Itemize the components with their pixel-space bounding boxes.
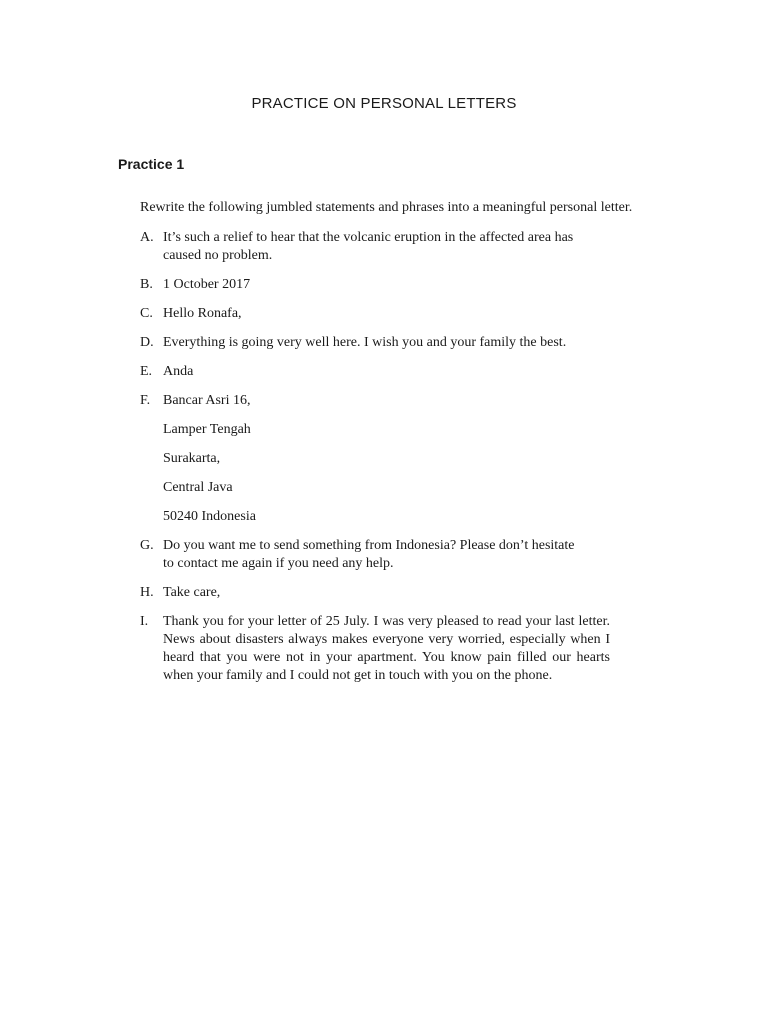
item-text: Thank you for your letter of 25 July. I was very pleased to read your last letter. News about disasters always makes everyone very worried, especially when I heard that you were not in your apartment. You know pain filled our hearts when your family and I could not get in touch with you on the phone. xyxy=(163,614,610,683)
address-line: Bancar Asri 16, xyxy=(163,393,251,408)
list-item-d xyxy=(140,334,610,352)
jumbled-items-list xyxy=(140,229,610,696)
address-line: Lamper Tengah xyxy=(163,422,251,437)
address-block xyxy=(163,392,610,526)
address-line: Central Java xyxy=(163,480,233,495)
item-text: Everything is going very well here. I wish you and your family the best. xyxy=(163,335,567,350)
item-letter: F. xyxy=(140,393,151,408)
item-letter: I. xyxy=(140,614,149,629)
item-text: Hello Ronafa, xyxy=(163,306,242,321)
item-text: It’s such a relief to hear that the volcanic eruption in the affected area has caused no problem. xyxy=(163,230,574,263)
item-letter: H. xyxy=(140,585,154,600)
list-item-c xyxy=(140,305,610,323)
list-item-i xyxy=(140,613,610,685)
item-letter: C. xyxy=(140,306,153,321)
page-title: PRACTICE ON PERSONAL LETTERS xyxy=(251,95,517,112)
section-heading: Practice 1 xyxy=(118,156,185,172)
list-item-h xyxy=(140,584,610,602)
item-text: Take care, xyxy=(163,585,221,600)
item-text: Anda xyxy=(163,364,194,379)
item-letter: D. xyxy=(140,335,154,350)
item-text: Do you want me to send something from Indonesia? Please don’t hesitate to contact me again if you need any help. xyxy=(163,538,575,571)
item-letter: E. xyxy=(140,364,153,379)
list-item-b xyxy=(140,276,610,294)
item-letter: G. xyxy=(140,538,154,553)
item-letter: B. xyxy=(140,277,153,292)
item-text: 1 October 2017 xyxy=(163,277,251,292)
list-item-f xyxy=(140,392,610,526)
item-letter: A. xyxy=(140,230,154,245)
address-line: Surakarta, xyxy=(163,451,221,466)
list-item-e xyxy=(140,363,610,381)
instruction-text: Rewrite the following jumbled statements and phrases into a meaningful personal letter. xyxy=(140,200,633,215)
list-item-g xyxy=(140,537,610,573)
address-line: 50240 Indonesia xyxy=(163,509,256,524)
list-item-a xyxy=(140,229,610,265)
